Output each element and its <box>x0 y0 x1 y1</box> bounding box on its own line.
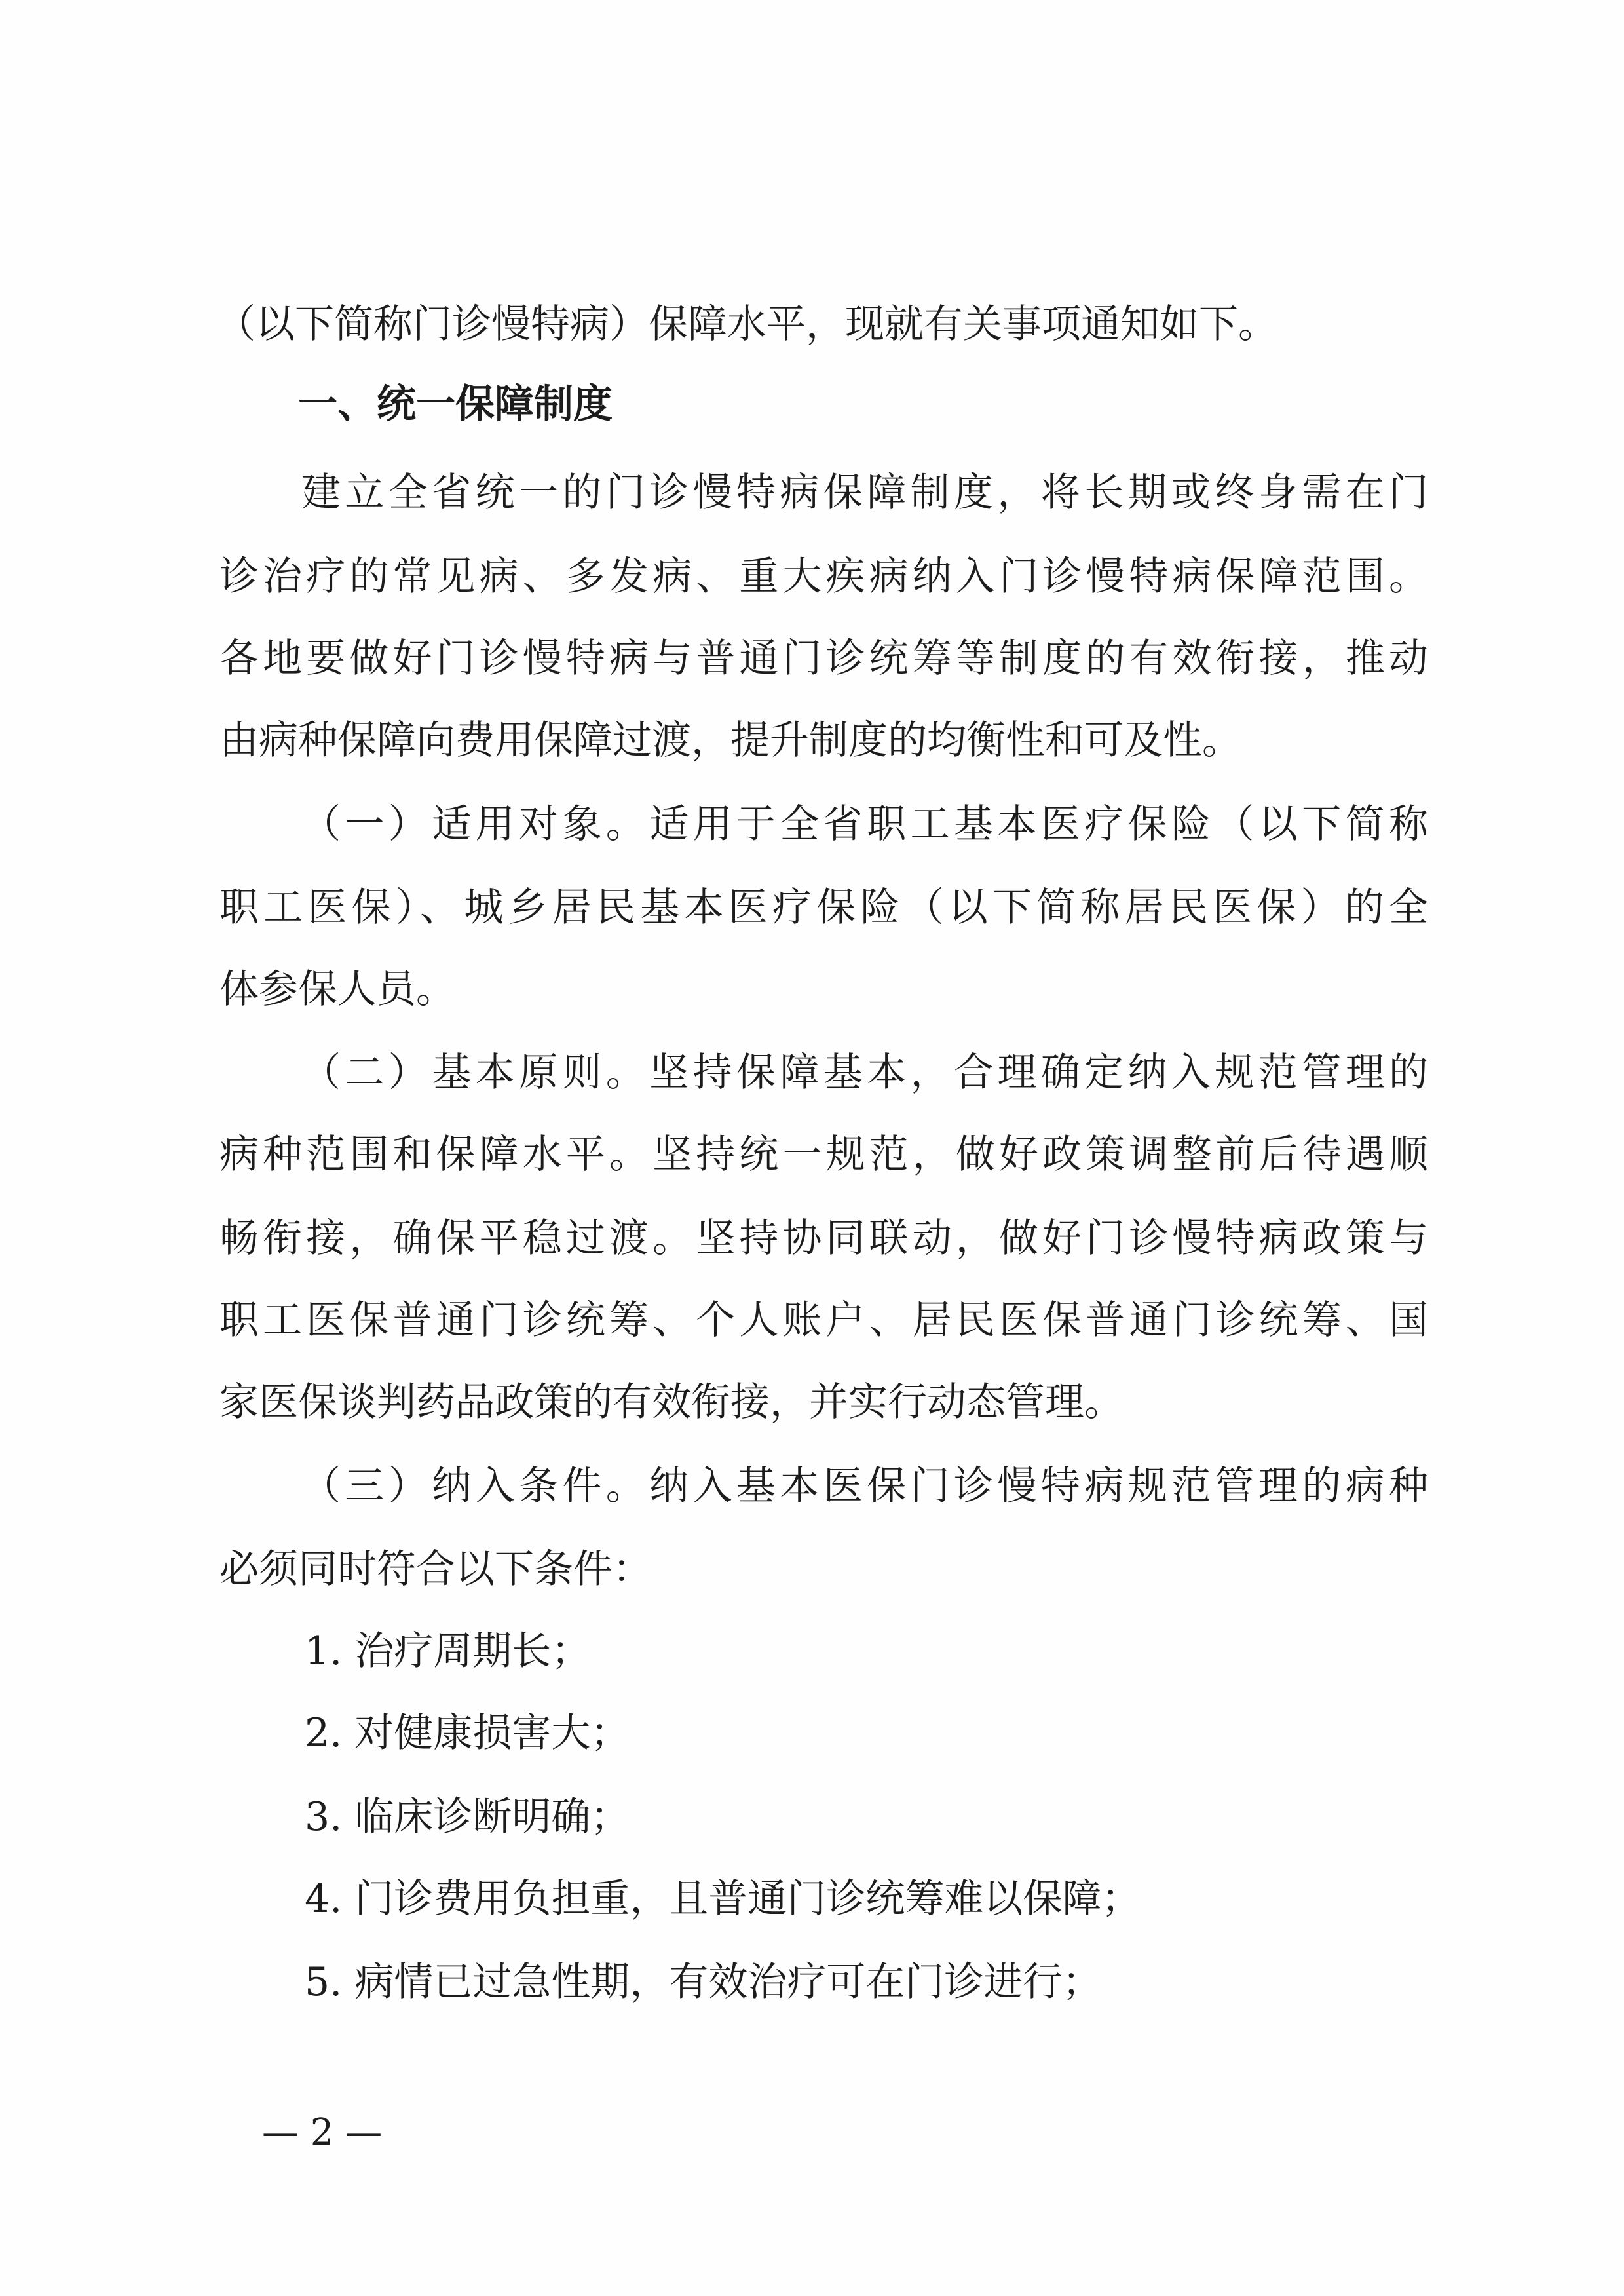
text-line: 必须同时符合以下条件： <box>219 1546 652 1592</box>
text-line: （以下简称门诊慢特病）保障水平，现就有关事项通知如下。 <box>216 301 1277 347</box>
list-item: 5. 病情已过急性期，有效治疗可在门诊进行； <box>305 1959 1102 2005</box>
list-item: 3. 临床诊断明确； <box>305 1794 630 1840</box>
text-line: （三）纳入条件。纳入基本医保门诊慢特病规范管理的病种 <box>301 1463 1428 1509</box>
text-line: 职工医保）、城乡居民基本医疗保险（以下简称居民医保）的全 <box>219 885 1428 930</box>
text-line: 畅衔接，确保平稳过渡。坚持协同联动，做好门诊慢特病政策与 <box>219 1215 1428 1261</box>
text-line: 职工医保普通门诊统筹、个人账户、居民医保普通门诊统筹、国 <box>219 1297 1428 1343</box>
text-line: 诊治疗的常见病、多发病、重大疾病纳入门诊慢特病保障范围。 <box>219 554 1428 600</box>
text-line: 病种范围和保障水平。坚持统一规范，做好政策调整前后待遇顺 <box>219 1132 1428 1177</box>
text-line: 各地要做好门诊慢特病与普通门诊统筹等制度的有效衔接，推动 <box>219 636 1428 681</box>
list-item: 2. 对健康损害大； <box>305 1710 630 1756</box>
page-number: — 2 — <box>262 2111 383 2154</box>
section-heading: 一、统一保障制度 <box>298 381 613 427</box>
text-line: 由病种保障向费用保障过渡，提升制度的均衡性和可及性。 <box>219 718 1241 763</box>
text-line: 家医保谈判药品政策的有效衔接，并实行动态管理。 <box>219 1379 1124 1425</box>
list-item: 1. 治疗周期长； <box>305 1628 591 1674</box>
list-item: 4. 门诊费用负担重，且普通门诊统筹难以保障； <box>305 1876 1141 1922</box>
text-line: （一）适用对象。适用于全省职工基本医疗保险（以下简称 <box>301 801 1428 847</box>
text-line: 体参保人员。 <box>219 966 455 1012</box>
text-line: （二）基本原则。坚持保障基本，合理确定纳入规范管理的 <box>301 1050 1428 1096</box>
text-line: 建立全省统一的门诊慢特病保障制度，将长期或终身需在门 <box>301 470 1428 516</box>
